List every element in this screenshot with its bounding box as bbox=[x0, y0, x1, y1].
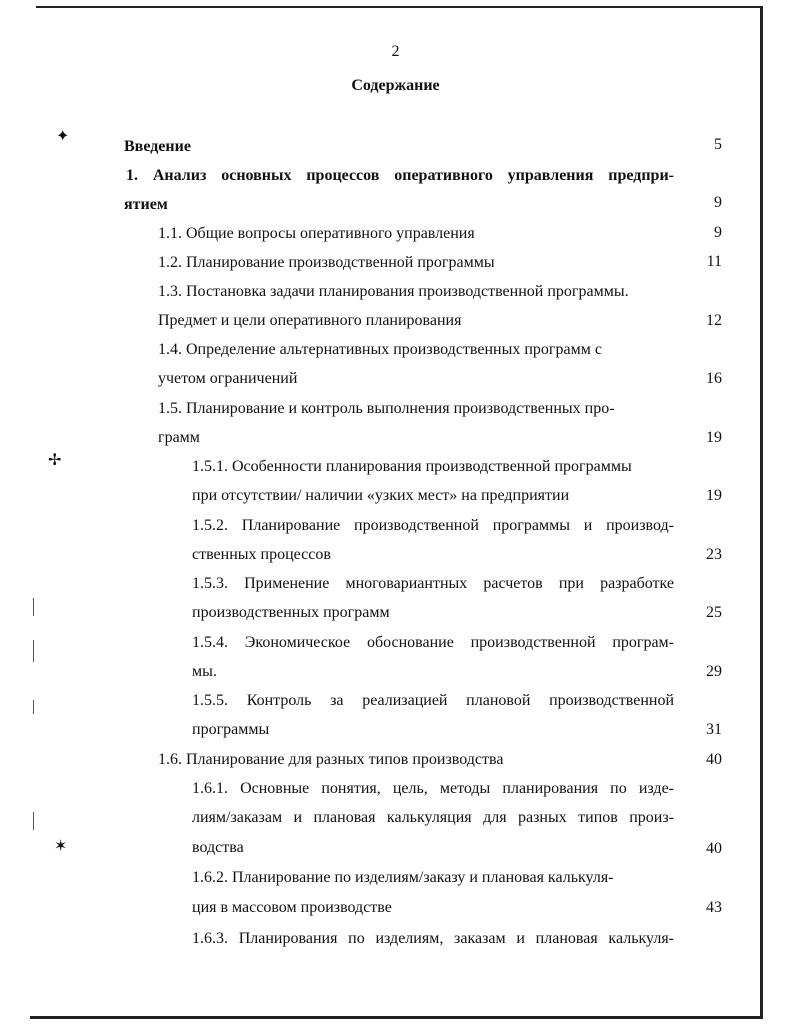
page-number: 2 bbox=[391, 43, 400, 60]
margin-mark bbox=[33, 812, 34, 830]
toc-entry-1-5-1-line2: при отсутствии/ наличии «узких мест» на предприятии bbox=[192, 487, 570, 504]
toc-entry-1-6-2-line2: ция в массовом производстве bbox=[192, 899, 392, 916]
margin-mark bbox=[33, 700, 34, 714]
toc-page-1-5-5: 31 bbox=[706, 721, 722, 738]
toc-entry-1-6-1-line3: водства bbox=[192, 839, 244, 856]
toc-page-1-1: 9 bbox=[714, 224, 722, 241]
toc-entry-1-6-2-line1: 1.6.2. Планирование по изделиям/заказу и плановая калькуля- bbox=[192, 869, 614, 886]
toc-entry-1-5-2-line1: 1.5.2. Планирование производственной программы и производ- bbox=[192, 517, 674, 534]
toc-page-1-5-3: 25 bbox=[706, 604, 722, 621]
toc-entry-1-line2: ятием bbox=[124, 196, 168, 213]
scan-border-top bbox=[36, 6, 762, 8]
toc-page-1-5: 19 bbox=[706, 429, 722, 446]
toc-entry-1-5-3-line2: производственных программ bbox=[192, 604, 390, 621]
toc-entry-1-2: 1.2. Планирование производственной программы bbox=[158, 254, 495, 271]
toc-page-intro: 5 bbox=[714, 136, 722, 153]
toc-entry-1-4-line1: 1.4. Определение альтернативных производственных программ с bbox=[158, 341, 602, 358]
toc-page-1-5-2: 23 bbox=[706, 546, 722, 563]
toc-entry-1-6-1-line2: лиям/заказам и плановая калькуляция для разных типов произ- bbox=[192, 809, 674, 826]
toc-page-1-4: 16 bbox=[706, 370, 722, 387]
toc-entry-1-6-3-line1: 1.6.3. Планирования по изделиям, заказам и плановая калькуля- bbox=[192, 930, 674, 947]
ink-speck-icon: ✶ bbox=[54, 836, 68, 855]
margin-mark bbox=[33, 598, 34, 616]
toc-page-1: 9 bbox=[714, 194, 722, 211]
toc-entry-1-5-5-line1: 1.5.5. Контроль за реализацией плановой производственной bbox=[192, 692, 674, 709]
toc-entry-1-3-line1: 1.3. Постановка задачи планирования производственной программы. bbox=[158, 283, 629, 300]
toc-page-1-5-4: 29 bbox=[706, 663, 722, 680]
margin-mark bbox=[33, 640, 34, 662]
toc-entry-1-5-line2: грамм bbox=[158, 429, 200, 446]
toc-page-1-5-1: 19 bbox=[706, 487, 722, 504]
toc-entry-1-1: 1.1. Общие вопросы оперативного управления bbox=[158, 225, 475, 242]
toc-page-1-6: 40 bbox=[706, 751, 722, 768]
toc-entry-1-3-line2: Предмет и цели оперативного планирования bbox=[158, 312, 462, 329]
toc-entry-1-5-3-line1: 1.5.3. Применение многовариантных расчетов при разработке bbox=[192, 575, 674, 592]
scan-border-right bbox=[760, 6, 763, 1016]
ink-speck-icon: ✢ bbox=[48, 450, 62, 469]
toc-entry-1-5-4-line2: мы. bbox=[192, 663, 217, 680]
toc-entry-1-5-1-line1: 1.5.1. Особенности планирования производственной программы bbox=[192, 458, 632, 475]
ink-speck-icon: ✦ bbox=[56, 126, 70, 145]
page-title: Содержание bbox=[351, 77, 440, 94]
toc-page-1-2: 11 bbox=[706, 253, 722, 270]
toc-entry-1-5-line1: 1.5. Планирование и контроль выполнения производственных про- bbox=[158, 400, 615, 417]
toc-page-1-6-2: 43 bbox=[706, 899, 722, 916]
toc-page-1-6-1: 40 bbox=[706, 840, 722, 857]
toc-page-1-3: 12 bbox=[706, 312, 722, 329]
toc-entry-1-6: 1.6. Планирование для разных типов производства bbox=[158, 751, 504, 768]
scan-border-bottom bbox=[30, 1016, 763, 1019]
toc-entry-1-6-1-line1: 1.6.1. Основные понятия, цель, методы планирования по изде- bbox=[192, 780, 674, 797]
toc-entry-1-5-5-line2: программы bbox=[192, 721, 270, 738]
toc-entry-intro: Введение bbox=[124, 138, 191, 155]
toc-entry-1-5-2-line2: ственных процессов bbox=[192, 546, 331, 563]
toc-entry-1-4-line2: учетом ограничений bbox=[158, 370, 298, 387]
toc-entry-1-line1: 1. Анализ основных процессов оперативного управления предпри- bbox=[126, 167, 674, 184]
toc-entry-1-5-4-line1: 1.5.4. Экономическое обоснование производственной програм- bbox=[192, 634, 674, 651]
